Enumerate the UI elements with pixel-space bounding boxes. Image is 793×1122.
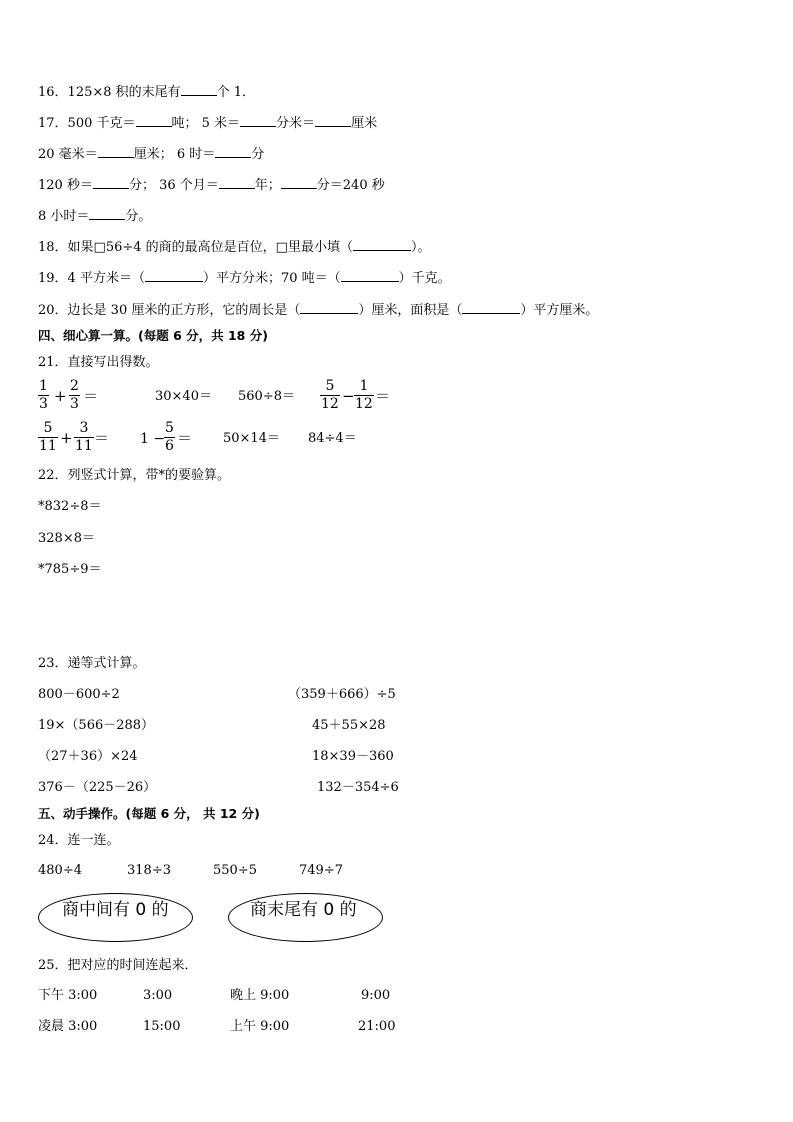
expression: 50×14＝: [223, 431, 280, 446]
time-item[interactable]: 凌晨 3:00: [38, 1019, 98, 1034]
question-18: 18．如果□56÷4 的商的最高位是百位，□里最小填（ ）。: [38, 240, 431, 255]
division-item[interactable]: 480÷4: [38, 863, 82, 878]
section-5-heading: 五、动手操作。(每题 6 分， 共 12 分): [38, 806, 260, 821]
question-17-line-4: 8 小时＝ 分。: [38, 209, 152, 224]
expression: 19×（566－288）: [38, 718, 155, 733]
expression: 1 −: [140, 431, 166, 447]
plus-sign: +: [54, 387, 67, 405]
expression: 560÷8＝: [238, 389, 295, 404]
question-20: 20．边长是 30 厘米的正方形，它的周长是（ ）厘米，面积是（ ）平方厘米。: [38, 303, 599, 318]
time-item[interactable]: 3:00: [143, 988, 173, 1003]
section-4-heading: 四、细心算一算。(每题 6 分，共 18 分): [38, 328, 268, 343]
oval-label: 商末尾有 0 的: [250, 900, 357, 920]
answer-blank[interactable]: [240, 114, 276, 127]
expression: 328×8＝: [38, 531, 95, 546]
answer-blank[interactable]: [353, 238, 411, 251]
answer-blank[interactable]: [462, 301, 520, 314]
answer-blank[interactable]: [136, 114, 172, 127]
fraction: 5 11: [39, 420, 57, 454]
question-24-title: 24．连一连。: [38, 833, 120, 848]
fraction: 5 6: [165, 420, 174, 454]
equals-sign: ＝: [177, 429, 193, 447]
answer-blank[interactable]: [215, 145, 251, 158]
answer-blank[interactable]: [219, 176, 255, 189]
expression: 132－354÷6: [317, 780, 399, 795]
expression: *832÷8＝: [38, 499, 102, 514]
equals-sign: ＝: [83, 387, 99, 405]
answer-blank[interactable]: [281, 176, 317, 189]
division-item[interactable]: 318÷3: [127, 863, 171, 878]
expression: 84÷4＝: [308, 431, 357, 446]
expression: 45＋55×28: [312, 718, 386, 733]
time-item[interactable]: 21:00: [358, 1019, 396, 1034]
division-item[interactable]: 749÷7: [299, 863, 343, 878]
fraction: 3 11: [75, 420, 93, 454]
question-17-line-3: 120 秒＝ 分； 36 个月＝ 年； 分＝240 秒: [38, 178, 385, 193]
question-25-title: 25．把对应的时间连起来．: [38, 958, 198, 973]
equals-sign: ＝: [94, 429, 110, 447]
question-17: 17．500 千克＝ 吨； 5 米＝ 分米＝ 厘米: [38, 116, 378, 131]
question-17-line-2: 20 毫米＝ 厘米； 6 时＝ 分: [38, 147, 265, 162]
fraction: 1 12: [355, 378, 373, 412]
time-item[interactable]: 晚上 9:00: [230, 988, 290, 1003]
answer-blank[interactable]: [315, 114, 351, 127]
expression: *785÷9＝: [38, 562, 102, 577]
plus-sign: +: [60, 429, 73, 447]
time-item[interactable]: 上午 9:00: [230, 1019, 290, 1034]
answer-blank[interactable]: [89, 207, 125, 220]
fraction: 2 3: [70, 378, 79, 412]
expression: 800－600÷2: [38, 687, 120, 702]
time-item[interactable]: 9:00: [361, 988, 391, 1003]
fraction: 1 3: [39, 378, 48, 412]
expression: 376－（225－26）: [38, 780, 157, 795]
time-item[interactable]: 下午 3:00: [38, 988, 98, 1003]
minus-sign: −: [342, 387, 355, 405]
answer-blank[interactable]: [93, 176, 129, 189]
division-item[interactable]: 550÷5: [213, 863, 257, 878]
question-23-title: 23．递等式计算。: [38, 656, 146, 671]
question-19: 19．4 平方米＝（ ）平方分米；70 吨＝（ ）千克。: [38, 271, 451, 286]
oval-label: 商中间有 0 的: [62, 900, 169, 920]
question-16: 16．125×8 积的末尾有 个 1．: [38, 85, 256, 100]
question-22-title: 22．列竖式计算，带*的要验算。: [38, 468, 231, 483]
answer-blank[interactable]: [181, 83, 217, 96]
answer-blank[interactable]: [145, 269, 203, 282]
expression: 18×39－360: [312, 749, 394, 764]
expression: （359＋666）÷5: [288, 687, 396, 702]
question-21-title: 21．直接写出得数。: [38, 355, 159, 370]
equals-sign: ＝: [375, 387, 391, 405]
expression: 30×40＝: [155, 389, 212, 404]
answer-blank[interactable]: [300, 301, 358, 314]
fraction: 5 12: [321, 378, 339, 412]
answer-blank[interactable]: [98, 145, 134, 158]
answer-blank[interactable]: [341, 269, 399, 282]
time-item[interactable]: 15:00: [143, 1019, 181, 1034]
expression: （27＋36）×24: [38, 749, 138, 764]
